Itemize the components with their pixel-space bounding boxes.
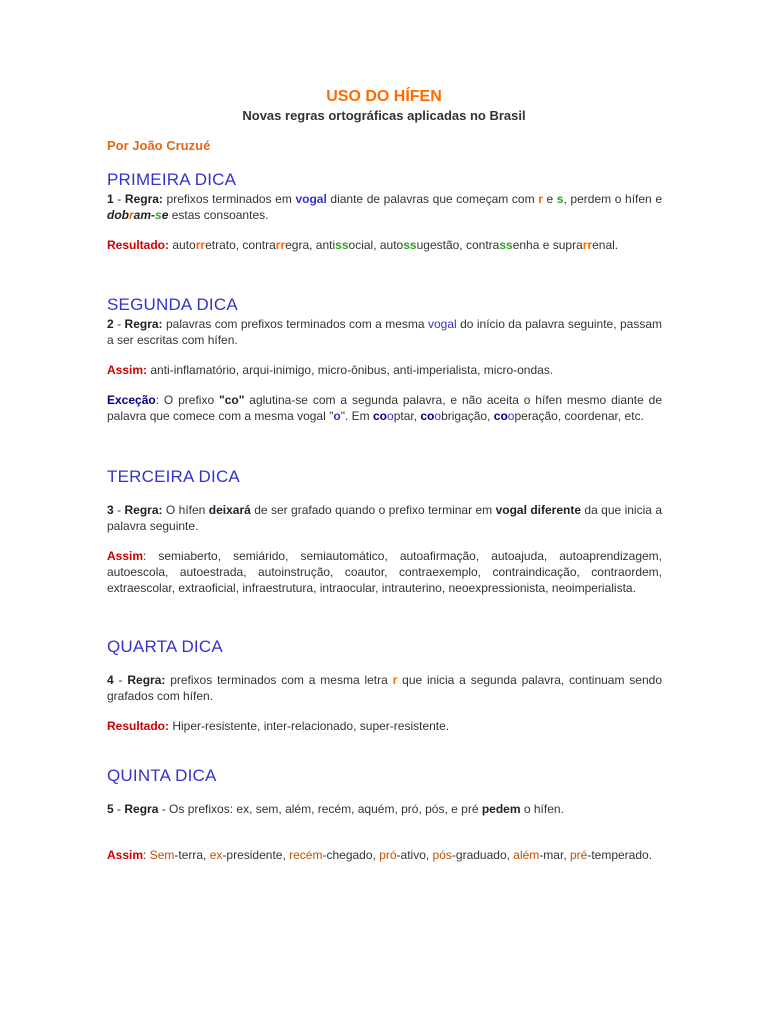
tip-2-heading: SEGUNDA DICA — [107, 295, 238, 314]
document-subtitle: Novas regras ortográficas aplicadas no Brasil — [242, 108, 526, 123]
tip-4-heading: QUARTA DICA — [107, 637, 223, 656]
tip-2-examples: Assim: anti-inflamatório, arqui-inimigo, micro-ônibus, anti-imperialista, micro-ondas. — [107, 363, 554, 377]
tip-2-rule: 2 - Regra: palavras com prefixos terminados com a mesma vogal do início da palavra seguinte, passam a ser escritas com hífen. — [107, 317, 662, 347]
tip-3-rule: 3 - Regra: O hífen deixará de ser grafado quando o prefixo terminar em vogal diferente da que inicia a palavra seguinte. — [107, 503, 663, 533]
highlight-vogal: vogal — [295, 192, 327, 206]
tip-1 — [107, 170, 662, 253]
highlight-r: r — [538, 192, 543, 206]
rule-label: Regra: — [124, 192, 163, 206]
tip-2-exception: Exceção: O prefixo "co" aglutina-se com a segunda palavra, e não aceita o hífen mesmo diante de palavra que comece com a mesma vogal "o". Em cooptar, coobrigação, cooperação, coordenar, etc. — [107, 393, 663, 423]
rule-number: 1 — [107, 192, 114, 206]
tip-5 — [107, 766, 662, 863]
highlight-s: s — [556, 192, 564, 206]
tip-1-heading: PRIMEIRA DICA — [107, 170, 237, 189]
document-author: Por João Cruzué — [107, 138, 211, 153]
highlight-vogal: vogal — [428, 317, 457, 331]
tip-4-result: Resultado: Hiper-resistente, inter-relacionado, super-resistente. — [107, 719, 450, 733]
exception-label: Exceção — [107, 393, 156, 407]
result-label: Resultado: — [107, 238, 170, 252]
tip-3-examples: Assim: semiaberto, semiárido, semiautomático, autoafirmação, autoajuda, autoaprendizagem, autoescola, autoestrada, autoinstrução, coautor, contraexemplo, contraindicação, contraordem, extraescolar, extraoficial, infraestrutura, intraocular, intrauterino, neoexpressionista, neoimperialista. — [107, 549, 662, 595]
tip-2 — [107, 295, 662, 424]
tip-1-result: Resultado: autorretrato, contrarregra, antissocial, autossugestão, contrassenha e suprarrenal. — [107, 238, 619, 252]
tip-3 — [107, 467, 662, 596]
tip-4-rule: 4 - Regra: prefixos terminados com a mesma letra r que inicia a segunda palavra, continuam sendo grafados com hífen. — [107, 673, 662, 703]
tip-4 — [107, 637, 662, 734]
tip-3-heading: TERCEIRA DICA — [107, 467, 240, 486]
document-title: USO DO HÍFEN — [326, 88, 442, 105]
tip-1-rule: 1 - Regra: prefixos terminados em vogal diante de palavras que começam com r e s, perdem o hífen e dobram-se estas consoantes. — [107, 192, 663, 222]
tip-5-heading: QUINTA DICA — [107, 766, 217, 785]
tip-5-rule: 5 - Regra - Os prefixos: ex, sem, além, recém, aquém, pró, pós, e pré pedem o hífen. — [107, 802, 564, 816]
tip-5-examples: Assim: Sem-terra, ex-presidente, recém-chegado, pró-ativo, pós-graduado, além-mar, pré-temperado. — [107, 848, 653, 862]
